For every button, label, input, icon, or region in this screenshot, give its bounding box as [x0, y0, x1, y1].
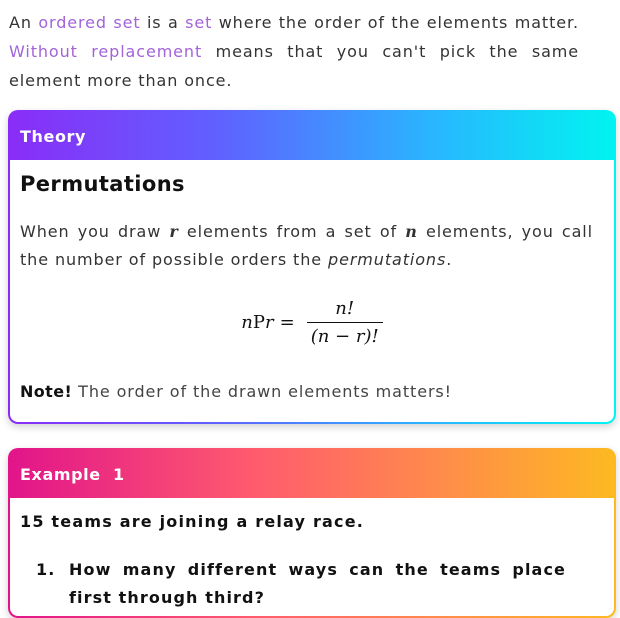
permutations-definition [20, 218, 593, 274]
example-body [10, 498, 614, 616]
intro-text: where the order of the elements matter. [212, 13, 579, 32]
permutation-formula [10, 292, 614, 352]
set-link[interactable]: set [185, 13, 213, 32]
note [20, 382, 452, 401]
formula-denominator: (n − r)! [307, 322, 383, 347]
definition-text: . [446, 250, 453, 269]
formula-numerator: n! [335, 297, 355, 319]
formula-P: P [252, 311, 265, 333]
question-text: How many different ways can the teams place first through third? [69, 560, 566, 607]
formula-r: r [265, 311, 274, 333]
question-number: 1. [36, 560, 56, 579]
ordered-set-link[interactable]: ordered set [38, 13, 141, 32]
note-text: The order of the drawn elements matters! [72, 382, 452, 401]
definition-text: elements, you call the number of possible orders the [20, 222, 593, 269]
intro-text: is a [140, 13, 186, 32]
example-question [36, 556, 566, 612]
formula-fraction [307, 298, 383, 347]
without-replacement-link[interactable]: Without replacement [9, 42, 203, 61]
var-n: n [405, 222, 418, 241]
example-card [8, 448, 616, 618]
theory-header: Theory [20, 126, 87, 146]
intro-paragraph [9, 8, 579, 95]
formula-n: n [241, 311, 253, 333]
var-r: r [169, 222, 179, 241]
theory-body [10, 160, 614, 422]
definition-text: elements from a set of [178, 222, 406, 241]
intro-text: An [9, 13, 39, 32]
example-header: Example 1 [20, 464, 125, 484]
permutations-emphasis: permutations [328, 250, 447, 269]
note-label: Note! [20, 382, 73, 401]
example-statement: 15 teams are joining a relay race. [20, 512, 365, 531]
formula-equals: = [279, 311, 295, 333]
intro-text: means that you can't pick the same element more than once. [9, 42, 580, 90]
permutations-title: Permutations [20, 172, 185, 196]
definition-text: When you draw [20, 222, 170, 241]
theory-card [8, 110, 616, 424]
